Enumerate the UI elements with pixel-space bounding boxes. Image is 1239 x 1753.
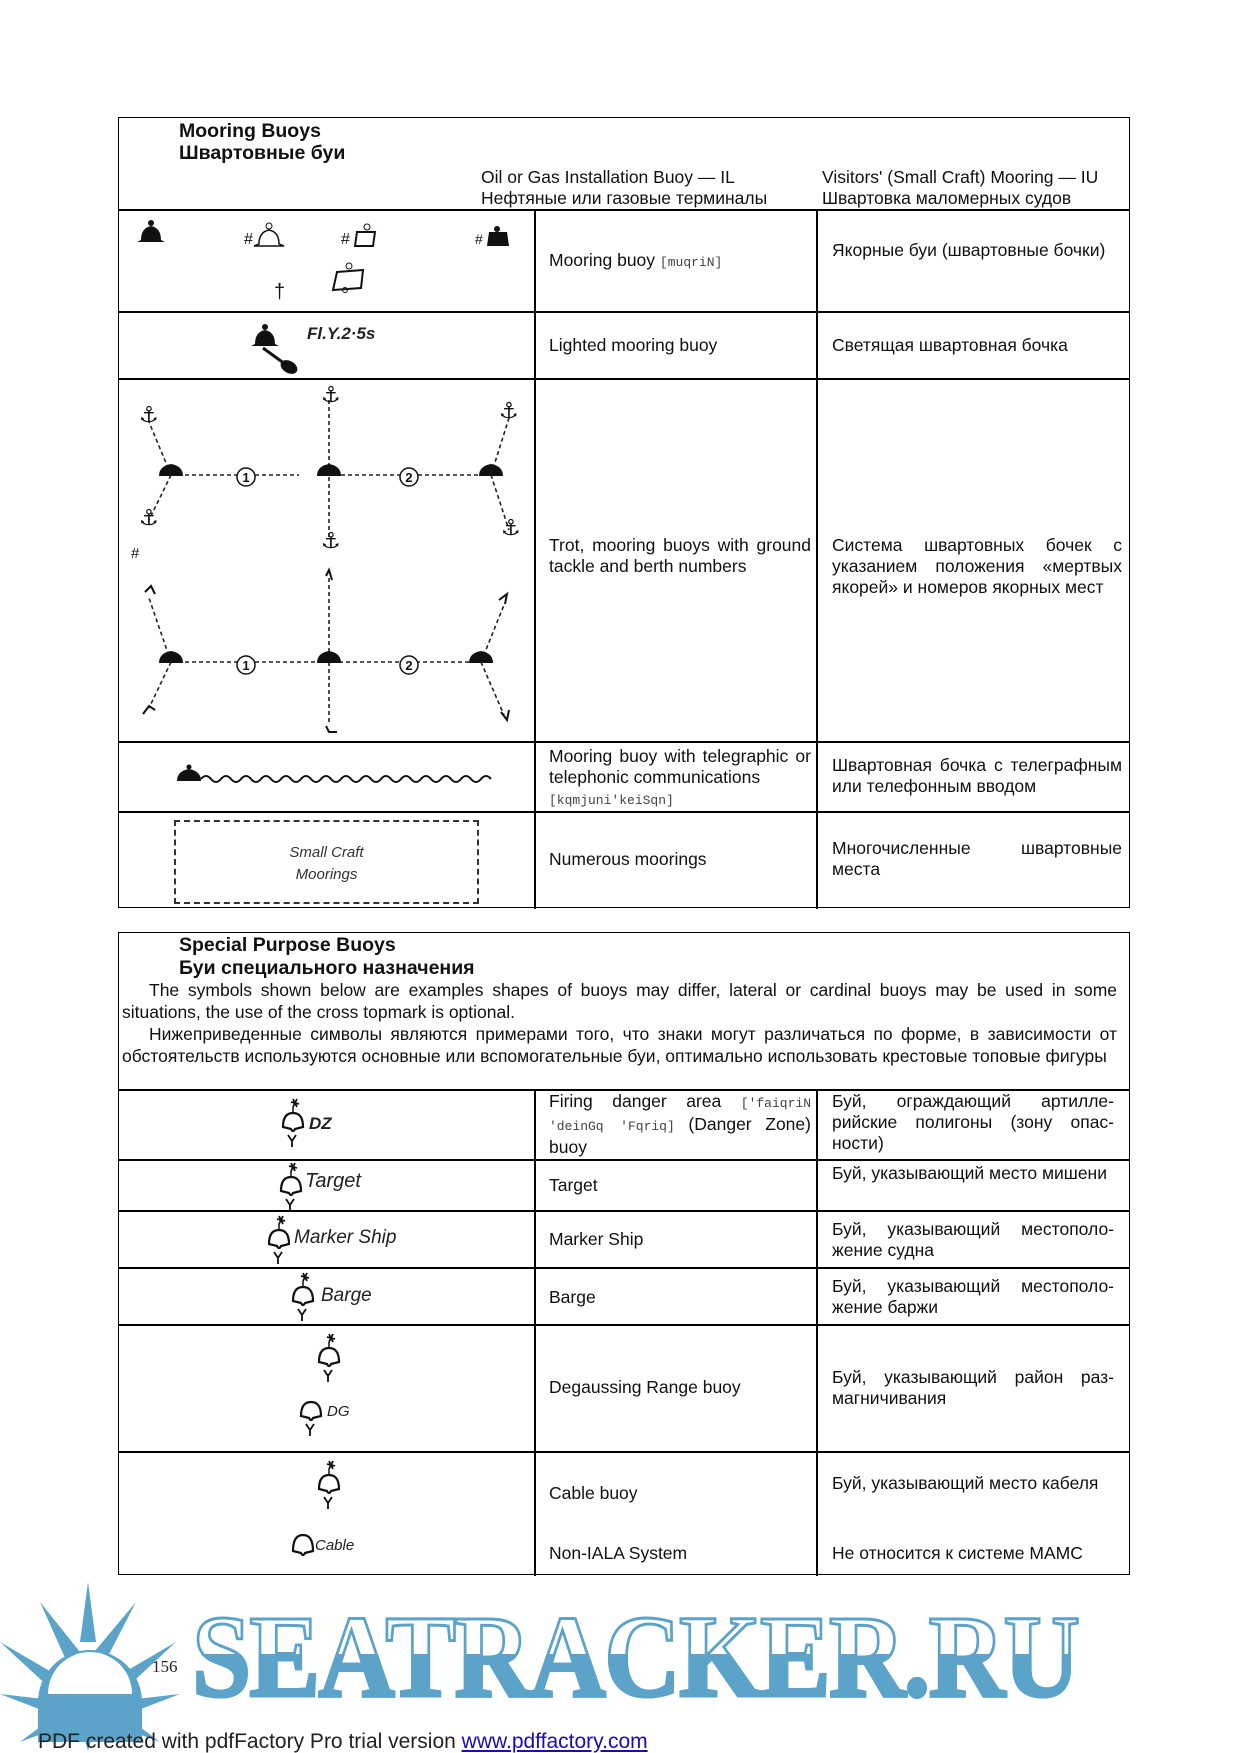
hash-label: # bbox=[131, 545, 140, 562]
special-buoy-icon bbox=[313, 1332, 343, 1386]
hash-mooring-buoy-filled-icon bbox=[475, 226, 509, 247]
divider bbox=[119, 1451, 1129, 1453]
berth-number: 1 bbox=[242, 658, 250, 673]
buoy-body-icon bbox=[301, 1402, 321, 1420]
pronunciation: [muqriN] bbox=[659, 255, 723, 270]
hash-mooring-buoy-outline-icon bbox=[244, 223, 284, 248]
col2-header-en: Oil or Gas Installation Buoy — IL bbox=[481, 167, 735, 187]
berth-number: 2 bbox=[405, 658, 413, 673]
divider bbox=[816, 1089, 818, 1576]
light-characteristic-label: Fl.Y.2·5s bbox=[307, 324, 376, 343]
svg-text:⚓: ⚓ bbox=[139, 506, 159, 531]
dagger-icon bbox=[274, 281, 285, 303]
svg-text:⚓: ⚓ bbox=[321, 383, 341, 408]
special-buoy-icon bbox=[287, 1271, 317, 1321]
svg-text:⚓: ⚓ bbox=[321, 529, 341, 554]
svg-text:⚓: ⚓ bbox=[499, 399, 519, 424]
row-ru: Буй, указывающий местоположение баржи bbox=[832, 1276, 1114, 1317]
svg-text:#: # bbox=[244, 231, 253, 248]
symbol-label: Small Craft bbox=[289, 844, 364, 861]
row-en: Trot, mooring buoys with ground tackle and berth numbers bbox=[549, 535, 811, 576]
row-ru: Буй, указывающий место кабеля bbox=[832, 1473, 1099, 1493]
berth-number: 2 bbox=[405, 470, 413, 485]
symbol-label: Barge bbox=[321, 1285, 372, 1306]
row-ru: Якорные буи (швартовные бочки) bbox=[832, 240, 1106, 260]
col2-header-ru: Нефтяные или газовые терминалы bbox=[481, 188, 768, 208]
special-buoy-icon bbox=[263, 1214, 293, 1264]
row-ru: Швартовная бочка с телеграфным или телефонным вводом bbox=[832, 755, 1122, 796]
row-ru-2: Не относится к системе МАМС bbox=[832, 1543, 1083, 1563]
symbol-label: DZ bbox=[309, 1114, 332, 1133]
row-en: Degaussing Range buoy bbox=[549, 1377, 741, 1397]
pronunciation: ['faiqriN 'deinGq 'Fqriq] bbox=[549, 1096, 811, 1134]
svg-text:†: † bbox=[274, 281, 286, 303]
mooring-buoy-icon bbox=[137, 220, 165, 242]
row-en: Mooring buoy with telegraphic or telephonic communications [kqmjuni'keiSqn] bbox=[549, 746, 811, 808]
section-title-ru: Буи специального назначения bbox=[179, 957, 475, 979]
row-ru: Многочисленные швартовные места bbox=[832, 838, 1122, 879]
row-en: Numerous moorings bbox=[549, 849, 707, 869]
row-en: Cable buoy bbox=[549, 1483, 638, 1503]
berth-number: 1 bbox=[242, 470, 250, 485]
symbol-label: Target bbox=[305, 1170, 361, 1192]
row-en: Lighted mooring buoy bbox=[549, 335, 718, 355]
symbol-label: Moorings bbox=[295, 866, 358, 883]
pdffactory-link[interactable]: www.pdffactory.com bbox=[461, 1730, 648, 1753]
buoy-body-icon bbox=[293, 1287, 313, 1305]
hash-mooring-barrel-icon bbox=[341, 224, 375, 248]
color-y-icon bbox=[286, 1199, 294, 1211]
row-en: Mooring buoy [muqriN] bbox=[549, 250, 723, 270]
intro-en: The symbols shown below are examples shapes of buoys may differ, lateral or cardinal buoys may be used in some situations, the use of the cross topmark is optional. bbox=[122, 980, 1117, 1022]
symbol-label: DG bbox=[327, 1403, 350, 1420]
special-buoy-icon bbox=[313, 1459, 343, 1513]
mooring-buoy-symbols bbox=[119, 210, 533, 310]
pdf-footer-text: PDF created with pdfFactory Pro trial version bbox=[38, 1730, 462, 1753]
cross-topmark-icon bbox=[289, 1163, 297, 1171]
color-y-icon bbox=[306, 1424, 314, 1436]
color-y-icon bbox=[324, 1497, 332, 1509]
buoy-body-icon bbox=[281, 1177, 301, 1195]
buoy-body-icon bbox=[293, 1535, 313, 1555]
color-y-icon bbox=[324, 1370, 332, 1382]
color-y-icon bbox=[288, 1135, 296, 1147]
mooring-buoy-cable-icon bbox=[119, 743, 533, 809]
row-en: Marker Ship bbox=[549, 1229, 644, 1249]
cross-topmark-icon bbox=[327, 1334, 335, 1342]
divider bbox=[816, 209, 818, 909]
mooring-buoy-icon bbox=[159, 464, 503, 663]
buoy-body-icon bbox=[319, 1475, 339, 1493]
divider bbox=[119, 811, 1129, 813]
col3-header-en: Visitors' (Small Craft) Mooring — IU bbox=[822, 167, 1099, 187]
col3-header-ru: Швартовка маломерных судов bbox=[822, 188, 1072, 208]
cross-topmark-icon bbox=[291, 1099, 299, 1107]
cable-buoy-icon bbox=[289, 1531, 317, 1557]
row-en: Barge bbox=[549, 1287, 596, 1307]
page-number: 156 bbox=[152, 1657, 178, 1676]
row-ru: Буй, ограждающий артиллерийские полигоны (зону опасности) bbox=[832, 1091, 1114, 1153]
section-title-en: Special Purpose Buoys bbox=[179, 934, 396, 956]
symbol-label: Marker Ship bbox=[294, 1227, 397, 1248]
row-ru: Буй, указывающий район размагничивания bbox=[832, 1367, 1114, 1408]
special-purpose-buoys-table bbox=[118, 932, 1130, 1575]
column-header-il bbox=[481, 167, 767, 209]
symbol-label: Cable bbox=[315, 1537, 355, 1554]
column-header-iu bbox=[822, 167, 1098, 209]
color-y-icon bbox=[298, 1309, 306, 1321]
mooring-barrel-outline-icon bbox=[333, 263, 363, 293]
buoy-body-icon bbox=[283, 1113, 303, 1131]
seatracker-watermark: SEATRACKER.RU bbox=[192, 1591, 1079, 1722]
mooring-buoys-table bbox=[118, 117, 1130, 908]
row-ru: Буй, указывающий место мишени bbox=[832, 1163, 1107, 1183]
intro-ru: Нижеприведенные символы являются примерами того, что знаки могут различаться по форме, в зависимости от обстоятельств используются основные или вспомогательные буи, оптимально использовать крестовые топовые фигуры bbox=[122, 1024, 1117, 1066]
anchor-stock-icon bbox=[143, 570, 509, 732]
svg-text:#: # bbox=[475, 231, 483, 247]
svg-text:⚓: ⚓ bbox=[501, 516, 521, 541]
pdf-footer bbox=[38, 1732, 648, 1751]
divider bbox=[534, 209, 536, 909]
row-en: Firing danger area ['faiqriN 'deinGq 'Fqriq] (Danger Zone) buoy bbox=[549, 1091, 811, 1157]
section-title-ru: Швартовные буи bbox=[179, 142, 346, 164]
row-ru: Буй, указывающий местоположение судна bbox=[832, 1219, 1114, 1260]
row-en-2: Non-IALA System bbox=[549, 1543, 688, 1563]
divider bbox=[119, 1159, 1129, 1161]
small-craft-moorings-symbol bbox=[174, 820, 479, 904]
pronunciation: [kqmjuni'keiSqn] bbox=[549, 793, 674, 808]
divider bbox=[119, 1210, 1129, 1212]
svg-text:⚓: ⚓ bbox=[139, 403, 159, 428]
svg-text:#: # bbox=[341, 231, 350, 248]
divider bbox=[119, 1267, 1129, 1269]
cross-topmark-icon bbox=[327, 1461, 335, 1469]
row-en: Target bbox=[549, 1175, 598, 1195]
special-buoy-icon bbox=[275, 1161, 305, 1211]
trot-mooring-diagram bbox=[119, 380, 533, 740]
cross-topmark-icon bbox=[301, 1273, 309, 1281]
row-ru: Светящая швартовная бочка bbox=[832, 335, 1068, 355]
section-title-en: Mooring Buoys bbox=[179, 120, 321, 142]
row-ru: Система швартовных бочек с указанием положения «мертвых якорей» и номеров якорных мест bbox=[832, 535, 1122, 597]
buoy-body-icon bbox=[269, 1230, 289, 1248]
special-buoy-no-topmark-icon bbox=[295, 1396, 325, 1442]
color-y-icon bbox=[274, 1252, 282, 1264]
divider bbox=[534, 1089, 536, 1576]
divider bbox=[119, 1324, 1129, 1326]
lighted-mooring-buoy-icon bbox=[119, 312, 533, 378]
special-buoy-icon bbox=[277, 1097, 307, 1153]
buoy-body-icon bbox=[319, 1348, 339, 1366]
cross-topmark-icon bbox=[277, 1216, 285, 1224]
